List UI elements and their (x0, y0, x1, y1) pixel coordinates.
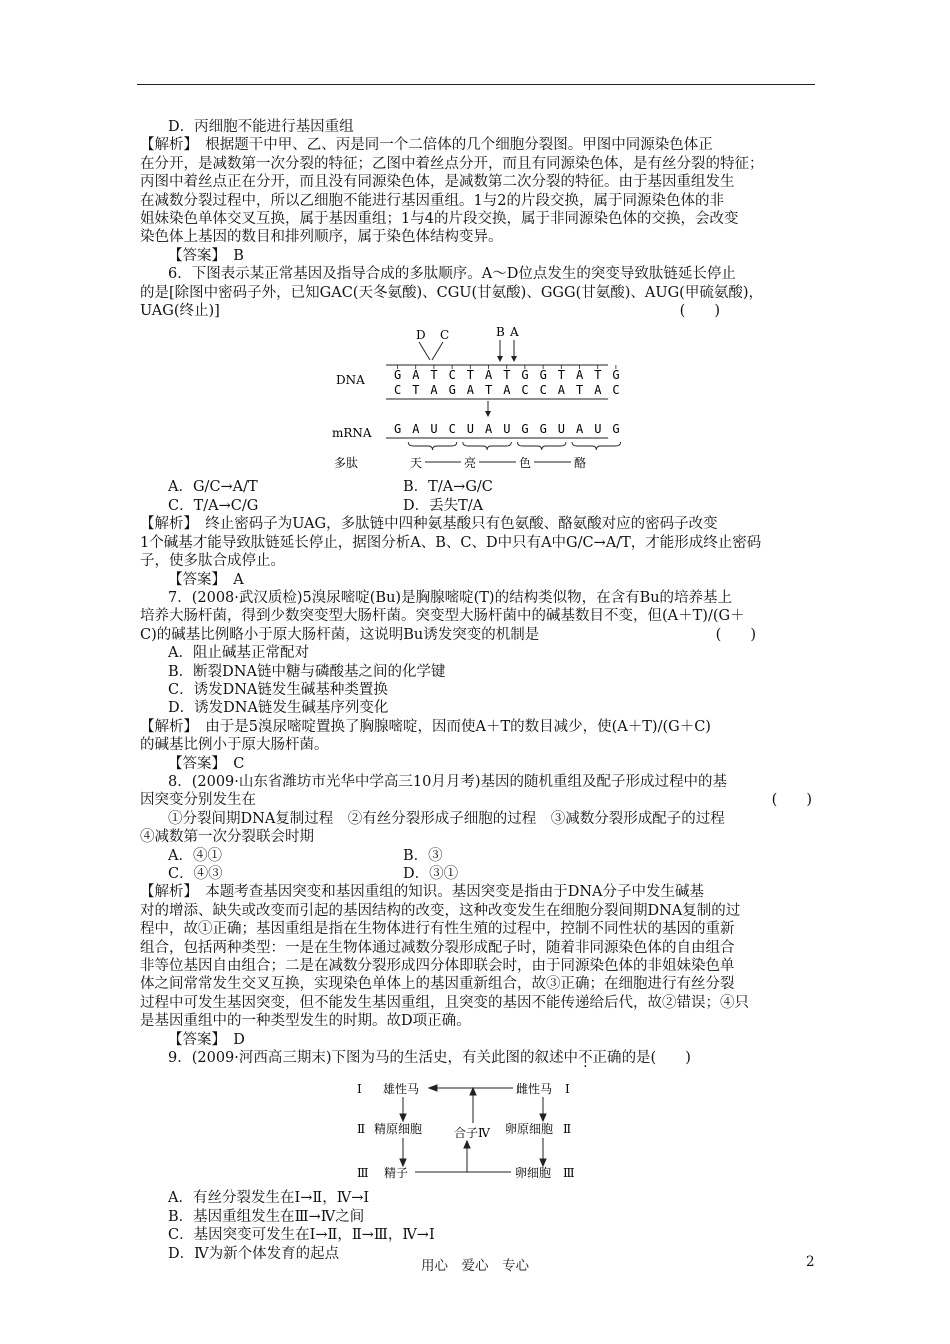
q8-answer: 【答案】 D (168, 1031, 245, 1048)
arrowhead (540, 1159, 546, 1166)
dna-base: T (576, 383, 584, 398)
arrowhead (400, 1159, 406, 1166)
q6-option-d: D．丢失T/A (403, 497, 484, 514)
marker-a: A (510, 325, 519, 340)
stem-line: UAG(终止)] (140, 303, 220, 320)
arrowhead-a (511, 356, 517, 362)
stem-text: 的是( ) (621, 1050, 691, 1067)
mrna-base: G (394, 422, 402, 437)
dna-base: A (412, 368, 420, 383)
roman-2-right: Ⅱ (563, 1122, 572, 1137)
mrna-label: mRNA (332, 426, 372, 441)
analysis-line: 是基因重组中的一种类型发生的时期。故D项正确。 (140, 1013, 471, 1030)
dna-base: A (594, 383, 602, 398)
stem-line: 因突变分别发生在 (140, 792, 256, 809)
q6-answer: 【答案】 A (168, 571, 244, 588)
codon-brace (572, 442, 621, 450)
header-rule (137, 84, 815, 85)
dna-base: G (521, 368, 529, 383)
dna-label: DNA (336, 373, 365, 388)
mrna-strand (394, 422, 620, 436)
dna-base: A (557, 383, 566, 398)
analysis-line: 丙图中着丝点正在分开，而且没有同源染色体，是减数第二次分裂的特征。由于基因重组发生 (140, 174, 735, 191)
q8-items-line: ①分裂间期DNA复制过程 ②有丝分裂形成子细胞的过程 ③减数分裂形成配子的过程 (168, 810, 725, 827)
arrow-c (432, 342, 443, 360)
dna-base: T (430, 368, 438, 383)
peptide-chain (410, 456, 586, 470)
dna-base: A (503, 383, 511, 398)
dna-mrna-figure (328, 324, 628, 474)
dna-base: T (412, 383, 420, 398)
analysis-line: 【解析】 由于是5溴尿嘧啶置换了胸腺嘧啶，因而使A＋T的数目减少，使(A＋T)/(G＋C) (140, 718, 711, 735)
dna-base: T (594, 368, 602, 383)
q5-analysis (140, 136, 816, 246)
analysis-line: 非等位基因自由组合；二是在减数分裂形成四分体即联会时，由于同源染色体的非姐妹染色单 (140, 958, 735, 975)
arrowhead (429, 1085, 437, 1091)
page-content (140, 118, 816, 1263)
stem-line: 的是[除图中密码子外，已知GAC(天冬氨酸)、CGU(甘氨酸)、GGG(甘氨酸)、AUG(甲硫氨酸)， (140, 284, 763, 301)
roman-2-left: Ⅱ (357, 1122, 366, 1137)
mrna-base: G (521, 422, 529, 437)
q8-analysis (140, 883, 816, 1030)
amino-acid: 色 (519, 456, 532, 471)
q7-option-c: C．诱发DNA链发生碱基种类置换 (168, 681, 388, 698)
q8-option-d: D．③① (403, 866, 459, 882)
arrowhead-b (497, 356, 503, 362)
q7-answer: 【答案】 C (168, 755, 245, 772)
q9-option-d: D．Ⅳ为新个体发育的起点 (168, 1245, 340, 1262)
mrna-base: U (557, 422, 566, 437)
stem-line: 8．(2009·山东省潍坊市光华中学高三10月月考)基因的随机重组及配子形成过程中的基 (168, 773, 727, 790)
dna-base: C (394, 383, 402, 398)
q7-option-a: A．阻止碱基正常配对 (168, 645, 309, 662)
female-horse-label: 雌性马 (516, 1082, 553, 1097)
dna-base: T (466, 368, 475, 383)
dna-base: T (485, 383, 493, 398)
codon-brace (463, 442, 512, 450)
mrna-base: A (576, 422, 584, 437)
dna-base: C (448, 368, 456, 383)
peptide-label: 多肽 (334, 456, 359, 471)
analysis-line: 【解析】 终止密码子为UAG，多肽链中四种氨基酸只有色氨酸、酪氨酸对应的密码子改变 (140, 516, 718, 533)
dna-base: G (394, 368, 402, 383)
dna-base: C (539, 383, 547, 398)
mrna-base: U (466, 422, 475, 437)
analysis-line: 体之间常常发生交叉互换，实现染色单体上的基因重新组合，故③正确；在细胞进行有丝分裂 (140, 976, 735, 993)
q8-options-row-1 (140, 847, 816, 865)
dna-base: A (485, 368, 493, 383)
roman-3-right: Ⅲ (563, 1166, 575, 1181)
footer-text: 用心 爱心 专心 (421, 1258, 529, 1274)
roman-3-left: Ⅲ (357, 1166, 369, 1181)
q5-answer: 【答案】 B (168, 247, 244, 264)
marker-d: D (416, 328, 426, 343)
q6-stem (140, 265, 816, 320)
arrowhead (470, 1088, 476, 1095)
q9-options (140, 1189, 816, 1263)
analysis-line: 对的增添、缺失或改变而引起的基因结构的改变，这种改变发生在细胞分裂间期DNA复制的过 (140, 902, 741, 919)
sperm-label: 精子 (384, 1166, 409, 1181)
q8-option-b: B．③ (403, 847, 443, 864)
analysis-line: 的碱基比例小于原大肠杆菌。 (140, 737, 329, 754)
amino-acid: 酪 (574, 456, 587, 471)
q6-option-a: A．G/C→A/T (168, 479, 258, 496)
dna-base: C (612, 383, 620, 398)
emphasis-text: 不正确 (578, 1050, 622, 1067)
mrna-base: U (430, 422, 438, 437)
egg-label: 卵细胞 (515, 1166, 552, 1181)
analysis-line: 【解析】 根据题干中甲、乙、丙是同一个二倍体的几个细胞分裂图。甲图中同源染色体正 (140, 137, 713, 154)
page-number: 2 (806, 1254, 815, 1270)
dna-base: A (430, 383, 438, 398)
analysis-line: 染色体上基因的数目和排列顺序，属于染色体结构变异。 (140, 229, 503, 246)
stem-line: 培养大肠杆菌，得到少数突变型大肠杆菌。突变型大肠杆菌中的碱基数目不变，但(A＋T)/(G＋ (140, 608, 745, 625)
mrna-base: G (539, 422, 547, 437)
mrna-base: C (448, 422, 456, 437)
arrowhead (464, 1141, 470, 1148)
transcription-arrowhead (485, 411, 491, 417)
dna-base: T (557, 368, 566, 383)
q9-option-b: B．基因重组发生在Ⅲ→Ⅳ之间 (168, 1208, 365, 1225)
q5-option-d: D．丙细胞不能进行基因重组 (168, 119, 354, 135)
amino-acid: 亮 (464, 456, 477, 471)
q6-option-b: B．T/A→G/C (403, 479, 493, 496)
zygote-label: 合子Ⅳ (454, 1126, 490, 1141)
marker-b: B (496, 325, 505, 340)
roman-1-left: Ⅰ (357, 1082, 362, 1097)
mrna-base: A (412, 422, 420, 437)
analysis-line: 在分开，是减数第一次分裂的特征；乙图中着丝点分开，而且有同源染色体，是有丝分裂的特征； (140, 155, 764, 172)
mrna-base: U (594, 422, 602, 437)
dna-base: G (612, 368, 620, 383)
q7-analysis (140, 718, 816, 755)
analysis-line: 【解析】 本题考查基因突变和基因重组的知识。基因突变是指由于DNA分子中发生碱基 (140, 884, 705, 901)
q7-option-d: D．诱发DNA链发生碱基序列变化 (168, 700, 389, 717)
dna-base: T (503, 368, 511, 383)
q6-option-c: C．T/A→C/G (168, 497, 259, 514)
codon-brace (408, 442, 457, 450)
q6-options-row-1 (140, 478, 816, 496)
q8-options-row-2 (140, 865, 816, 883)
q8-items-line: ④减数第一次分裂联会时期 (140, 829, 314, 846)
dna-base: C (521, 383, 529, 398)
arrowhead (540, 1114, 546, 1121)
dna-bottom-strand (394, 383, 620, 397)
mrna-base: G (612, 422, 620, 437)
q6-analysis (140, 515, 816, 570)
analysis-line: 过程中可发生基因突变，但不能发生基因重组，且突变的基因不能传递给后代，故②错误；④只 (140, 994, 749, 1011)
dna-top-strand (394, 365, 620, 382)
analysis-line: 程中，故①正确；基因重组是指在生物体进行有性生殖的过程中，控制不同性状的基因的重新 (140, 921, 735, 938)
answer-paren: ( ) (715, 626, 756, 643)
codon-braces (408, 442, 620, 450)
analysis-line: 在减数分裂过程中，所以乙细胞不能进行基因重组。1与2的片段交换，属于同源染色体的非 (140, 192, 724, 209)
analysis-line: 组合，包括两种类型：一是在生物体通过减数分裂形成配子时，随着非同源染色体的自由组合 (140, 939, 735, 956)
q7-option-b: B．断裂DNA链中糖与磷酸基之间的化学键 (168, 663, 446, 680)
analysis-line: 姐妹染色单体交叉互换，属于基因重组；1与4的片段交换，属于非同源染色体的交换，会改变 (140, 211, 739, 228)
amino-acid: 天 (410, 456, 423, 471)
mrna-base: A (485, 422, 493, 437)
arrowhead (400, 1114, 406, 1121)
marker-c: C (440, 328, 450, 343)
codon-brace (517, 442, 566, 450)
q8-option-a: A．④① (168, 847, 222, 864)
stem-line: 7．(2008·武汉质检)5溴尿嘧啶(Bu)是胸腺嘧啶(T)的结构类似物，在含有Bu的培养基上 (168, 589, 733, 606)
dna-base: A (576, 368, 584, 383)
q9-option-c: C．基因突变可发生在Ⅰ→Ⅱ，Ⅱ→Ⅲ，Ⅳ→Ⅰ (168, 1227, 435, 1244)
q9-option-a: A．有丝分裂发生在Ⅰ→Ⅱ，Ⅳ→Ⅰ (168, 1190, 370, 1207)
analysis-line: 子，使多肽合成停止。 (140, 553, 285, 570)
answer-paren: ( ) (679, 303, 720, 320)
q6-options-row-2 (140, 497, 816, 515)
dna-base: G (539, 368, 547, 383)
dna-base: G (448, 383, 456, 398)
spermatogonium-label: 精原细胞 (374, 1122, 423, 1137)
arrow-d (419, 342, 430, 360)
q8-option-c: C．④③ (168, 866, 223, 882)
q8-stem (140, 773, 816, 810)
q9-stem (140, 1049, 816, 1067)
dna-base: A (466, 383, 475, 398)
horse-life-cycle-figure (353, 1075, 603, 1185)
stem-line: C)的碱基比例略小于原大肠杆菌，这说明Bu诱发突变的机制是 (140, 626, 540, 643)
stem-text: 9．(2009·河西高三期末)下图为马的生活史，有关此图的叙述中 (168, 1050, 579, 1067)
answer-paren: ( ) (771, 792, 812, 809)
mrna-base: U (503, 422, 511, 437)
oogonium-label: 卵原细胞 (505, 1122, 554, 1137)
male-horse-label: 雄性马 (383, 1082, 420, 1097)
analysis-line: 1个碱基才能导致肽链延长停止，据图分析A、B、C、D中只有A中G/C→A/T，才能形成终止密码 (140, 534, 762, 551)
stem-line: 6．下图表示某正常基因及指导合成的多肽顺序。A～D位点发生的突变导致肽链延长停止 (168, 266, 736, 283)
q7-stem (140, 589, 816, 644)
roman-1-right: Ⅰ (565, 1082, 570, 1097)
